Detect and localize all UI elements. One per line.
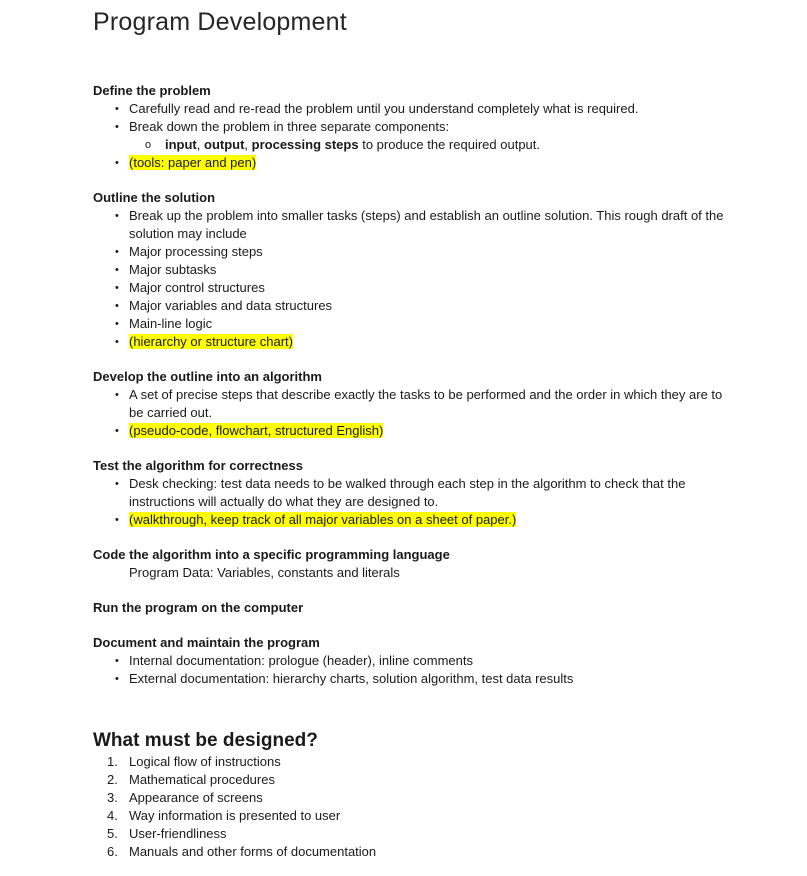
bullet-list [93, 475, 733, 529]
bullet-list [93, 100, 733, 172]
section-heading: Test the algorithm for correctness [93, 458, 303, 473]
bullet-icon: • [115, 264, 119, 276]
list-item-highlighted [115, 333, 733, 351]
bold-term-processing: processing steps [251, 137, 359, 152]
sub-list-item [145, 136, 733, 154]
list-number: 5. [107, 826, 118, 841]
list-item [115, 100, 733, 118]
highlighted-text: (pseudo-code, flowchart, structured English) [129, 423, 384, 438]
bullet-icon: • [115, 318, 119, 330]
list-item [107, 843, 377, 861]
section-run-program [93, 599, 733, 617]
bullet-icon: • [115, 673, 119, 685]
design-heading: What must be designed? [93, 730, 318, 751]
section-heading: Outline the solution [93, 190, 216, 205]
sub-bullet-list [129, 136, 733, 154]
list-item [115, 243, 733, 261]
bullet-icon: • [115, 514, 119, 526]
section-define-problem [93, 82, 733, 172]
section-heading: Run the program on the computer [93, 600, 304, 615]
list-item [115, 279, 733, 297]
list-item-text: Major variables and data structures [129, 298, 333, 313]
highlighted-text: (walkthrough, keep track of all major variables on a sheet of paper.) [129, 512, 517, 527]
list-item-text: Carefully read and re-read the problem until you understand completely what is required. [129, 101, 639, 116]
list-item [115, 652, 733, 670]
list-item-text: Mathematical procedures [129, 772, 275, 787]
section-heading: Document and maintain the program [93, 635, 320, 650]
bullet-icon: • [115, 389, 119, 401]
list-item [115, 670, 733, 688]
bullet-icon: • [115, 210, 119, 222]
bullet-icon: • [115, 121, 119, 133]
design-numbered-list [93, 753, 376, 861]
bullet-list [93, 652, 733, 688]
list-item [115, 315, 733, 333]
section-heading: Code the algorithm into a specific programming language [93, 547, 450, 562]
bullet-list [93, 207, 733, 351]
list-number: 3. [107, 790, 118, 805]
list-item-text: Major control structures [129, 280, 265, 295]
section-heading: Define the problem [93, 83, 211, 98]
list-number: 1. [107, 754, 118, 769]
list-item [115, 297, 733, 315]
separator: , [196, 137, 204, 152]
list-number: 2. [107, 772, 118, 787]
list-item-text: Logical flow of instructions [129, 754, 281, 769]
list-item-text: A set of precise steps that describe exactly the tasks to be performed and the order in which they are to be carried out. [129, 387, 723, 420]
circle-bullet-icon: o [145, 139, 152, 151]
bullet-icon: • [115, 300, 119, 312]
highlighted-text: (tools: paper and pen) [129, 155, 257, 170]
bullet-icon: • [115, 157, 119, 169]
section-code-algorithm [93, 546, 733, 582]
list-item-highlighted [115, 154, 733, 172]
bullet-icon: • [115, 336, 119, 348]
bullet-icon: • [115, 478, 119, 490]
document-body [93, 82, 733, 705]
separator: , [244, 137, 252, 152]
list-item-text: Break down the problem in three separate components: [129, 119, 450, 134]
list-item [115, 261, 733, 279]
list-item-text: Main-line logic [129, 316, 213, 331]
bullet-icon: • [115, 425, 119, 437]
bold-term-input: input [165, 137, 197, 152]
section-test-algorithm [93, 457, 733, 529]
bullet-icon: • [115, 655, 119, 667]
bullet-icon: • [115, 246, 119, 258]
list-item-highlighted [115, 422, 733, 440]
list-item-text: Appearance of screens [129, 790, 263, 805]
list-number: 4. [107, 808, 118, 823]
list-item-text: Internal documentation: prologue (header), inline comments [129, 653, 473, 668]
sub-list-item-text: to produce the required output. [358, 137, 540, 152]
list-item-text: Major processing steps [129, 244, 263, 259]
page-title: Program Development [93, 8, 347, 36]
list-item [115, 207, 733, 243]
section-heading: Develop the outline into an algorithm [93, 369, 322, 384]
list-item [107, 807, 376, 825]
bullet-icon: • [115, 282, 119, 294]
list-item-text: Desk checking: test data needs to be walked through each step in the algorithm to check that the instructions will actually do what they are designed to. [129, 476, 686, 509]
list-item [115, 118, 733, 154]
bullet-icon: • [115, 103, 119, 115]
bullet-list [93, 386, 733, 440]
list-number: 6. [107, 844, 118, 859]
highlighted-text: (hierarchy or structure chart) [129, 334, 293, 349]
list-item [115, 386, 733, 422]
list-item-text: External documentation: hierarchy charts, solution algorithm, test data results [129, 671, 574, 686]
list-item [107, 753, 376, 771]
list-item-text: User-friendliness [129, 826, 227, 841]
section-body-text: Program Data: Variables, constants and literals [129, 565, 400, 580]
list-item-highlighted [115, 511, 733, 529]
bold-term-output: output [204, 137, 245, 152]
list-item-text: Major subtasks [129, 262, 217, 277]
list-item [107, 789, 376, 807]
list-item [107, 771, 376, 789]
section-develop-algorithm [93, 368, 733, 440]
list-item [107, 825, 376, 843]
list-item-text: Manuals and other forms of documentation [129, 844, 377, 859]
list-item [115, 475, 733, 511]
section-document-maintain [93, 634, 733, 688]
list-item-text: Way information is presented to user [129, 808, 341, 823]
list-item-text: Break up the problem into smaller tasks (steps) and establish an outline solution. This rough draft of the solution may include [129, 208, 724, 241]
section-outline-solution [93, 189, 733, 351]
